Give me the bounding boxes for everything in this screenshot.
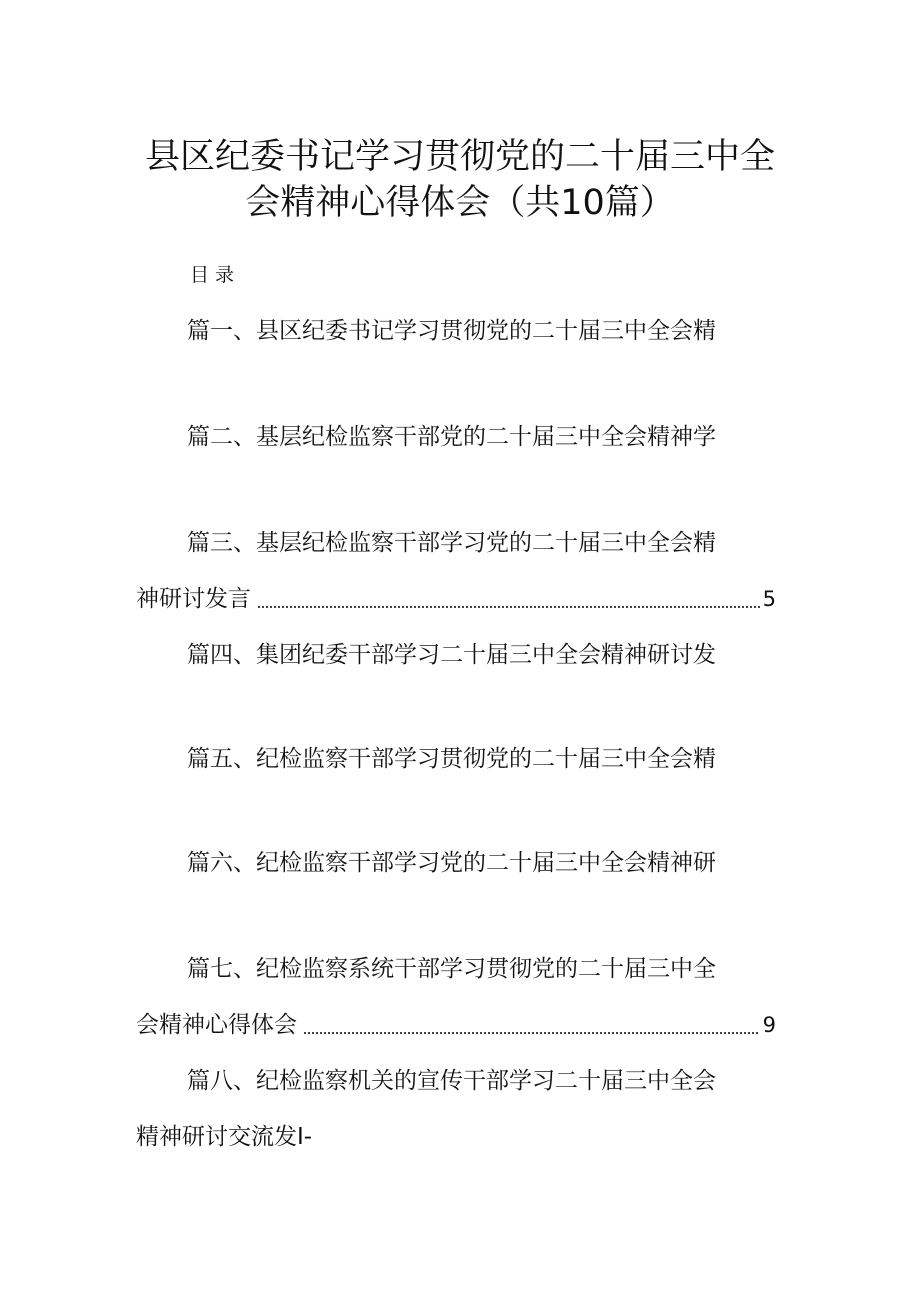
document-title-line-2: 会精神心得体会（共10篇） [245, 183, 675, 223]
toc-entry-5[interactable]: 篇五、纪检监察干部学习贯彻党的二十届三中全会精 [187, 746, 716, 772]
toc-entry-1[interactable]: 篇一、县区纪委书记学习贯彻党的二十届三中全会精 [187, 318, 716, 344]
toc-entry-3[interactable]: 篇三、基层纪检监察干部学习党的二十届三中全会精 [187, 530, 716, 556]
toc-entry-7[interactable]: 篇七、纪检监察系统干部学习贯彻党的二十届三中全 [187, 956, 716, 982]
toc-entry-7-continuation[interactable] [136, 1010, 776, 1040]
dot-leader [257, 606, 760, 608]
dot-leader [303, 1032, 760, 1034]
toc-entry-4[interactable]: 篇四、集团纪委干部学习二十届三中全会精神研讨发 [187, 642, 716, 668]
toc-heading: 目录 [190, 264, 241, 286]
toc-entry-3-continuation[interactable] [136, 584, 776, 614]
toc-entry-3-continuation-text: 神研讨发言 [136, 586, 251, 612]
toc-entry-2[interactable]: 篇二、基层纪检监察干部党的二十届三中全会精神学 [187, 424, 716, 450]
toc-entry-3-page-number: 5 [762, 587, 776, 611]
document-title-line-1: 县区纪委书记学习贯彻党的二十届三中全 [144, 137, 775, 177]
toc-entry-7-continuation-text: 会精神心得体会 [136, 1012, 297, 1038]
toc-entry-8-continuation[interactable]: 精神研讨交流发I- [136, 1124, 313, 1150]
toc-entry-7-page-number: 9 [762, 1013, 776, 1037]
toc-entry-8[interactable]: 篇八、纪检监察机关的宣传干部学习二十届三中全会 [187, 1068, 716, 1094]
toc-entry-6[interactable]: 篇六、纪检监察干部学习党的二十届三中全会精神研 [187, 850, 716, 876]
